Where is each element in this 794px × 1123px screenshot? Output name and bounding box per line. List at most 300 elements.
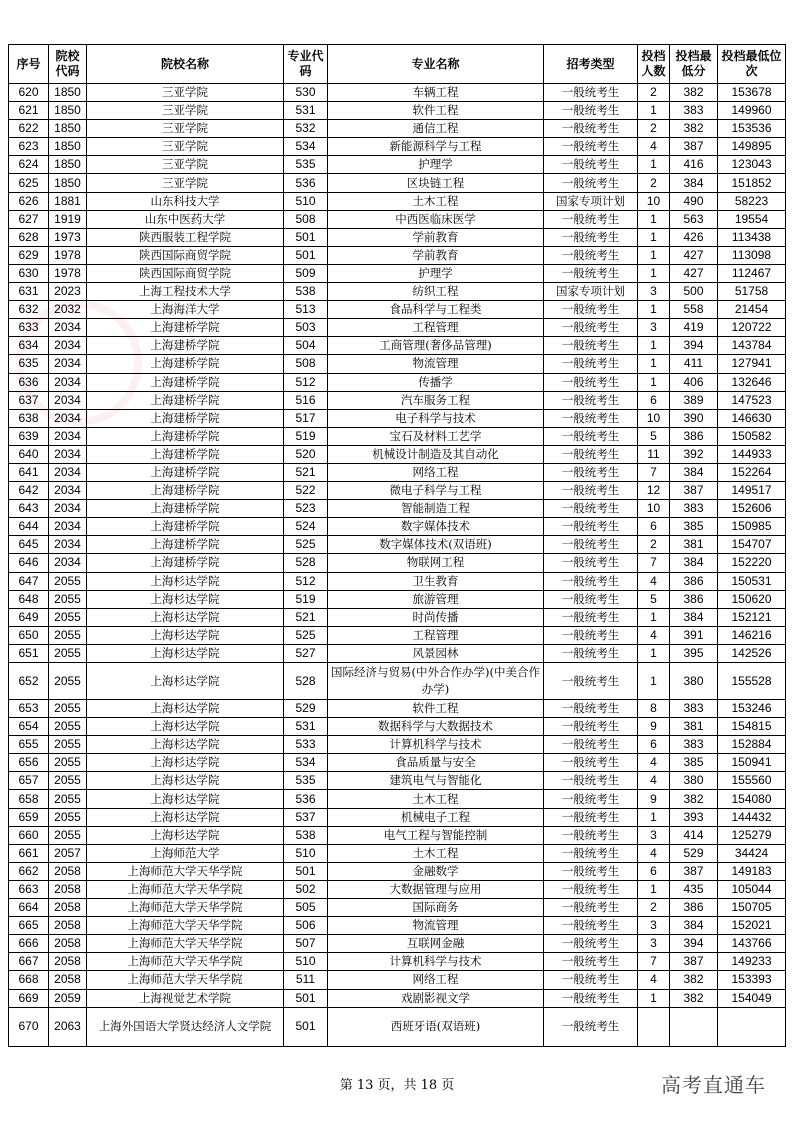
cell-school-name: 三亚学院 xyxy=(87,138,284,156)
cell-count: 2 xyxy=(638,899,670,917)
cell-major-name: 通信工程 xyxy=(328,120,544,138)
cell-count: 3 xyxy=(638,935,670,953)
table-row xyxy=(9,482,786,500)
cell-admission-type: 一般统考生 xyxy=(544,1007,638,1046)
cell-count: 1 xyxy=(638,337,670,355)
cell-major-code: 510 xyxy=(284,953,328,971)
cell-count: 4 xyxy=(638,626,670,644)
cell-major-code: 507 xyxy=(284,935,328,953)
admission-table xyxy=(8,44,786,1047)
cell-count: 1 xyxy=(638,246,670,264)
table-row xyxy=(9,935,786,953)
cell-major-name: 网络工程 xyxy=(328,463,544,481)
cell-major-code: 502 xyxy=(284,880,328,898)
cell-index: 627 xyxy=(9,210,49,228)
cell-min-score: 391 xyxy=(670,626,718,644)
cell-index: 631 xyxy=(9,283,49,301)
cell-school-code: 2055 xyxy=(49,572,87,590)
cell-major-name: 计算机科学与技术 xyxy=(328,953,544,971)
cell-min-rank: 125279 xyxy=(718,826,786,844)
cell-count: 2 xyxy=(638,174,670,192)
cell-min-rank: 144432 xyxy=(718,808,786,826)
cell-min-score: 383 xyxy=(670,736,718,754)
cell-index: 664 xyxy=(9,899,49,917)
table-row xyxy=(9,373,786,391)
cell-count: 12 xyxy=(638,482,670,500)
cell-school-code: 2034 xyxy=(49,536,87,554)
cell-index: 641 xyxy=(9,463,49,481)
cell-school-name: 上海建桥学院 xyxy=(87,445,284,463)
cell-school-code: 1850 xyxy=(49,120,87,138)
cell-min-score: 382 xyxy=(670,84,718,102)
cell-school-name: 上海杉达学院 xyxy=(87,808,284,826)
cell-index: 646 xyxy=(9,554,49,572)
cell-count: 3 xyxy=(638,826,670,844)
cell-school-name: 上海师范大学天华学院 xyxy=(87,899,284,917)
cell-min-rank: 149183 xyxy=(718,862,786,880)
table-row xyxy=(9,337,786,355)
cell-admission-type: 一般统考生 xyxy=(544,917,638,935)
cell-min-score: 382 xyxy=(670,989,718,1007)
cell-admission-type: 一般统考生 xyxy=(544,264,638,282)
cell-school-code: 2055 xyxy=(49,663,87,700)
cell-admission-type: 一般统考生 xyxy=(544,482,638,500)
cell-school-code: 2023 xyxy=(49,283,87,301)
cell-index: 660 xyxy=(9,826,49,844)
table-row xyxy=(9,192,786,210)
cell-school-name: 上海杉达学院 xyxy=(87,790,284,808)
table-row xyxy=(9,736,786,754)
cell-min-score: 386 xyxy=(670,899,718,917)
cell-min-rank: 153678 xyxy=(718,84,786,102)
cell-school-name: 上海师范大学天华学院 xyxy=(87,971,284,989)
cell-index: 657 xyxy=(9,772,49,790)
cell-min-score: 382 xyxy=(670,790,718,808)
cell-count: 10 xyxy=(638,500,670,518)
table-row xyxy=(9,102,786,120)
cell-admission-type: 一般统考生 xyxy=(544,989,638,1007)
cell-school-name: 上海建桥学院 xyxy=(87,373,284,391)
cell-major-code: 522 xyxy=(284,482,328,500)
table-row xyxy=(9,500,786,518)
cell-admission-type: 一般统考生 xyxy=(544,862,638,880)
cell-min-rank: 150582 xyxy=(718,427,786,445)
cell-index: 665 xyxy=(9,917,49,935)
cell-min-rank: 152121 xyxy=(718,608,786,626)
cell-admission-type: 一般统考生 xyxy=(544,228,638,246)
cell-min-rank: 153393 xyxy=(718,971,786,989)
cell-min-rank: 127941 xyxy=(718,355,786,373)
cell-admission-type: 一般统考生 xyxy=(544,971,638,989)
table-row xyxy=(9,246,786,264)
cell-school-code: 2034 xyxy=(49,391,87,409)
cell-major-code: 535 xyxy=(284,156,328,174)
cell-major-name: 金融数学 xyxy=(328,862,544,880)
cell-min-score: 382 xyxy=(670,971,718,989)
cell-major-code: 510 xyxy=(284,192,328,210)
table-row xyxy=(9,663,786,700)
cell-school-code: 2055 xyxy=(49,772,87,790)
cell-school-name: 上海杉达学院 xyxy=(87,644,284,662)
cell-min-rank: 147523 xyxy=(718,391,786,409)
cell-min-rank: 112467 xyxy=(718,264,786,282)
cell-major-name: 食品质量与安全 xyxy=(328,754,544,772)
cell-major-name: 新能源科学与工程 xyxy=(328,138,544,156)
table-row xyxy=(9,880,786,898)
cell-major-name: 智能制造工程 xyxy=(328,500,544,518)
cell-major-code: 525 xyxy=(284,626,328,644)
cell-school-code: 2063 xyxy=(49,1007,87,1046)
cell-major-name: 电子科学与技术 xyxy=(328,409,544,427)
cell-major-name: 纺织工程 xyxy=(328,283,544,301)
cell-school-name: 上海建桥学院 xyxy=(87,463,284,481)
cell-min-rank: 150705 xyxy=(718,899,786,917)
cell-min-rank: 51758 xyxy=(718,283,786,301)
cell-index: 669 xyxy=(9,989,49,1007)
cell-school-name: 上海建桥学院 xyxy=(87,409,284,427)
cell-school-name: 三亚学院 xyxy=(87,174,284,192)
cell-min-score: 392 xyxy=(670,445,718,463)
cell-school-code: 2034 xyxy=(49,427,87,445)
cell-major-code: 537 xyxy=(284,808,328,826)
cell-index: 650 xyxy=(9,626,49,644)
cell-major-name: 国际经济与贸易(中外合作办学)(中美合作办学) xyxy=(328,663,544,700)
cell-min-rank xyxy=(718,1007,786,1046)
cell-index: 647 xyxy=(9,572,49,590)
cell-major-code: 527 xyxy=(284,644,328,662)
table-row xyxy=(9,700,786,718)
cell-min-rank: 152264 xyxy=(718,463,786,481)
cell-school-name: 上海杉达学院 xyxy=(87,826,284,844)
table-row xyxy=(9,899,786,917)
cell-school-code: 2055 xyxy=(49,590,87,608)
col-header-count: 投档人数 xyxy=(638,45,670,84)
cell-school-code: 2055 xyxy=(49,608,87,626)
table-row xyxy=(9,808,786,826)
cell-index: 668 xyxy=(9,971,49,989)
cell-index: 662 xyxy=(9,862,49,880)
cell-min-rank: 143766 xyxy=(718,935,786,953)
cell-school-name: 上海杉达学院 xyxy=(87,663,284,700)
cell-min-score: 384 xyxy=(670,554,718,572)
cell-min-rank: 149960 xyxy=(718,102,786,120)
cell-count: 3 xyxy=(638,319,670,337)
cell-min-score xyxy=(670,1007,718,1046)
cell-min-rank: 123043 xyxy=(718,156,786,174)
cell-major-code: 520 xyxy=(284,445,328,463)
cell-admission-type: 一般统考生 xyxy=(544,156,638,174)
table-row xyxy=(9,572,786,590)
cell-index: 634 xyxy=(9,337,49,355)
cell-major-name: 网络工程 xyxy=(328,971,544,989)
cell-min-rank: 149233 xyxy=(718,953,786,971)
cell-school-name: 上海外国语大学贤达经济人文学院 xyxy=(87,1007,284,1046)
cell-min-rank: 155528 xyxy=(718,663,786,700)
cell-major-code: 535 xyxy=(284,772,328,790)
cell-admission-type: 一般统考生 xyxy=(544,120,638,138)
cell-school-name: 上海建桥学院 xyxy=(87,319,284,337)
cell-admission-type: 一般统考生 xyxy=(544,808,638,826)
cell-count: 2 xyxy=(638,536,670,554)
cell-major-code: 525 xyxy=(284,536,328,554)
cell-major-name: 风景园林 xyxy=(328,644,544,662)
cell-school-name: 上海杉达学院 xyxy=(87,626,284,644)
table-row xyxy=(9,608,786,626)
cell-index: 642 xyxy=(9,482,49,500)
cell-min-rank: 150941 xyxy=(718,754,786,772)
cell-major-code: 508 xyxy=(284,355,328,373)
cell-min-rank: 149517 xyxy=(718,482,786,500)
cell-index: 659 xyxy=(9,808,49,826)
cell-min-score: 435 xyxy=(670,880,718,898)
cell-school-code: 2055 xyxy=(49,700,87,718)
cell-major-code: 519 xyxy=(284,590,328,608)
cell-index: 630 xyxy=(9,264,49,282)
col-header-min-rank: 投档最低位次 xyxy=(718,45,786,84)
table-row xyxy=(9,644,786,662)
cell-index: 629 xyxy=(9,246,49,264)
table-row xyxy=(9,1007,786,1046)
cell-min-score: 387 xyxy=(670,138,718,156)
cell-school-name: 上海师范大学天华学院 xyxy=(87,935,284,953)
cell-school-code: 1850 xyxy=(49,102,87,120)
cell-index: 638 xyxy=(9,409,49,427)
table-row xyxy=(9,120,786,138)
table-header-row xyxy=(9,45,786,84)
cell-school-name: 三亚学院 xyxy=(87,120,284,138)
cell-min-score: 394 xyxy=(670,337,718,355)
cell-admission-type: 一般统考生 xyxy=(544,663,638,700)
cell-school-code: 2055 xyxy=(49,644,87,662)
cell-major-code: 536 xyxy=(284,790,328,808)
cell-major-name: 土木工程 xyxy=(328,192,544,210)
cell-count: 8 xyxy=(638,700,670,718)
cell-school-name: 上海海洋大学 xyxy=(87,301,284,319)
cell-school-code: 1850 xyxy=(49,174,87,192)
cell-school-code: 2058 xyxy=(49,953,87,971)
cell-major-code: 501 xyxy=(284,862,328,880)
cell-index: 620 xyxy=(9,84,49,102)
cell-major-code: 513 xyxy=(284,301,328,319)
cell-school-code: 1850 xyxy=(49,138,87,156)
cell-major-name: 土木工程 xyxy=(328,844,544,862)
cell-school-name: 上海师范大学天华学院 xyxy=(87,953,284,971)
cell-admission-type: 一般统考生 xyxy=(544,590,638,608)
cell-school-code: 1850 xyxy=(49,156,87,174)
cell-major-name: 护理学 xyxy=(328,264,544,282)
cell-school-name: 上海师范大学 xyxy=(87,844,284,862)
cell-school-code: 1919 xyxy=(49,210,87,228)
cell-major-code: 531 xyxy=(284,718,328,736)
cell-school-code: 2058 xyxy=(49,862,87,880)
cell-school-code: 1973 xyxy=(49,228,87,246)
cell-school-code: 2058 xyxy=(49,917,87,935)
cell-count: 10 xyxy=(638,192,670,210)
table-row xyxy=(9,391,786,409)
cell-major-code: 510 xyxy=(284,844,328,862)
cell-school-name: 陕西国际商贸学院 xyxy=(87,264,284,282)
cell-school-code: 2055 xyxy=(49,626,87,644)
cell-min-score: 384 xyxy=(670,608,718,626)
table-row xyxy=(9,84,786,102)
cell-min-score: 490 xyxy=(670,192,718,210)
cell-school-code: 2034 xyxy=(49,319,87,337)
cell-admission-type: 一般统考生 xyxy=(544,554,638,572)
cell-major-name: 大数据管理与应用 xyxy=(328,880,544,898)
cell-index: 632 xyxy=(9,301,49,319)
cell-count: 7 xyxy=(638,953,670,971)
cell-major-name: 卫生教育 xyxy=(328,572,544,590)
cell-major-code: 534 xyxy=(284,138,328,156)
cell-school-code: 2034 xyxy=(49,337,87,355)
cell-min-rank: 58223 xyxy=(718,192,786,210)
cell-admission-type: 一般统考生 xyxy=(544,445,638,463)
cell-index: 639 xyxy=(9,427,49,445)
table-row xyxy=(9,463,786,481)
cell-major-name: 工程管理 xyxy=(328,626,544,644)
cell-min-score: 386 xyxy=(670,427,718,445)
cell-count: 1 xyxy=(638,210,670,228)
cell-min-score: 390 xyxy=(670,409,718,427)
cell-index: 651 xyxy=(9,644,49,662)
cell-count: 5 xyxy=(638,427,670,445)
cell-admission-type: 一般统考生 xyxy=(544,102,638,120)
cell-min-score: 558 xyxy=(670,301,718,319)
cell-min-score: 529 xyxy=(670,844,718,862)
cell-major-name: 工程管理 xyxy=(328,319,544,337)
table-row xyxy=(9,518,786,536)
cell-min-score: 384 xyxy=(670,917,718,935)
cell-admission-type: 一般统考生 xyxy=(544,427,638,445)
cell-school-name: 上海建桥学院 xyxy=(87,427,284,445)
cell-major-code: 538 xyxy=(284,826,328,844)
cell-major-name: 互联网金融 xyxy=(328,935,544,953)
cell-admission-type: 一般统考生 xyxy=(544,319,638,337)
cell-count: 1 xyxy=(638,355,670,373)
cell-school-code: 2034 xyxy=(49,500,87,518)
cell-min-rank: 146216 xyxy=(718,626,786,644)
cell-min-score: 419 xyxy=(670,319,718,337)
cell-school-name: 上海建桥学院 xyxy=(87,337,284,355)
cell-min-rank: 154815 xyxy=(718,718,786,736)
cell-index: 621 xyxy=(9,102,49,120)
cell-min-score: 406 xyxy=(670,373,718,391)
cell-school-name: 上海建桥学院 xyxy=(87,355,284,373)
table-row xyxy=(9,718,786,736)
cell-admission-type: 一般统考生 xyxy=(544,644,638,662)
cell-min-rank: 120722 xyxy=(718,319,786,337)
cell-count: 6 xyxy=(638,391,670,409)
cell-school-code: 2034 xyxy=(49,445,87,463)
cell-school-code: 2034 xyxy=(49,409,87,427)
cell-major-code: 511 xyxy=(284,971,328,989)
cell-major-name: 数字媒体技术(双语班) xyxy=(328,536,544,554)
cell-major-name: 中西医临床医学 xyxy=(328,210,544,228)
cell-admission-type: 一般统考生 xyxy=(544,246,638,264)
cell-count: 10 xyxy=(638,409,670,427)
cell-admission-type: 一般统考生 xyxy=(544,935,638,953)
cell-major-name: 物流管理 xyxy=(328,917,544,935)
cell-major-name: 车辆工程 xyxy=(328,84,544,102)
table-row xyxy=(9,228,786,246)
cell-admission-type: 一般统考生 xyxy=(544,301,638,319)
cell-school-name: 三亚学院 xyxy=(87,102,284,120)
cell-count: 4 xyxy=(638,772,670,790)
cell-min-rank: 150985 xyxy=(718,518,786,536)
cell-school-name: 上海杉达学院 xyxy=(87,572,284,590)
cell-school-code: 2059 xyxy=(49,989,87,1007)
cell-count: 1 xyxy=(638,373,670,391)
cell-major-name: 学前教育 xyxy=(328,246,544,264)
cell-major-name: 数字媒体技术 xyxy=(328,518,544,536)
table-row xyxy=(9,355,786,373)
cell-school-name: 三亚学院 xyxy=(87,84,284,102)
cell-major-code: 536 xyxy=(284,174,328,192)
cell-school-code: 2055 xyxy=(49,826,87,844)
cell-major-code: 531 xyxy=(284,102,328,120)
cell-min-score: 385 xyxy=(670,518,718,536)
cell-index: 625 xyxy=(9,174,49,192)
cell-count: 4 xyxy=(638,138,670,156)
cell-school-name: 上海建桥学院 xyxy=(87,482,284,500)
cell-min-score: 380 xyxy=(670,663,718,700)
cell-school-code: 2055 xyxy=(49,790,87,808)
cell-count: 1 xyxy=(638,156,670,174)
cell-school-code: 2032 xyxy=(49,301,87,319)
cell-index: 670 xyxy=(9,1007,49,1046)
cell-min-rank: 154707 xyxy=(718,536,786,554)
cell-count: 1 xyxy=(638,808,670,826)
cell-count: 1 xyxy=(638,102,670,120)
cell-count: 4 xyxy=(638,844,670,862)
cell-min-rank: 154049 xyxy=(718,989,786,1007)
cell-count: 2 xyxy=(638,120,670,138)
cell-major-code: 534 xyxy=(284,754,328,772)
table-row xyxy=(9,445,786,463)
cell-min-score: 383 xyxy=(670,500,718,518)
cell-major-code: 524 xyxy=(284,518,328,536)
table-row xyxy=(9,844,786,862)
cell-school-name: 陕西国际商贸学院 xyxy=(87,246,284,264)
cell-major-name: 区块链工程 xyxy=(328,174,544,192)
cell-major-name: 微电子科学与工程 xyxy=(328,482,544,500)
cell-school-code: 2058 xyxy=(49,880,87,898)
cell-index: 654 xyxy=(9,718,49,736)
cell-min-rank: 143784 xyxy=(718,337,786,355)
table-row xyxy=(9,427,786,445)
cell-school-code: 2055 xyxy=(49,808,87,826)
cell-school-name: 上海师范大学天华学院 xyxy=(87,880,284,898)
cell-min-rank: 113098 xyxy=(718,246,786,264)
cell-min-rank: 142526 xyxy=(718,644,786,662)
cell-min-rank: 150531 xyxy=(718,572,786,590)
cell-major-code: 516 xyxy=(284,391,328,409)
cell-major-code: 530 xyxy=(284,84,328,102)
cell-admission-type: 一般统考生 xyxy=(544,337,638,355)
cell-major-name: 学前教育 xyxy=(328,228,544,246)
cell-major-name: 建筑电气与智能化 xyxy=(328,772,544,790)
cell-school-name: 上海杉达学院 xyxy=(87,590,284,608)
cell-index: 658 xyxy=(9,790,49,808)
cell-count: 1 xyxy=(638,644,670,662)
cell-admission-type: 一般统考生 xyxy=(544,718,638,736)
cell-admission-type: 国家专项计划 xyxy=(544,283,638,301)
cell-count: 7 xyxy=(638,463,670,481)
cell-min-score: 427 xyxy=(670,264,718,282)
cell-major-name: 国际商务 xyxy=(328,899,544,917)
cell-major-code: 501 xyxy=(284,246,328,264)
cell-min-score: 393 xyxy=(670,808,718,826)
